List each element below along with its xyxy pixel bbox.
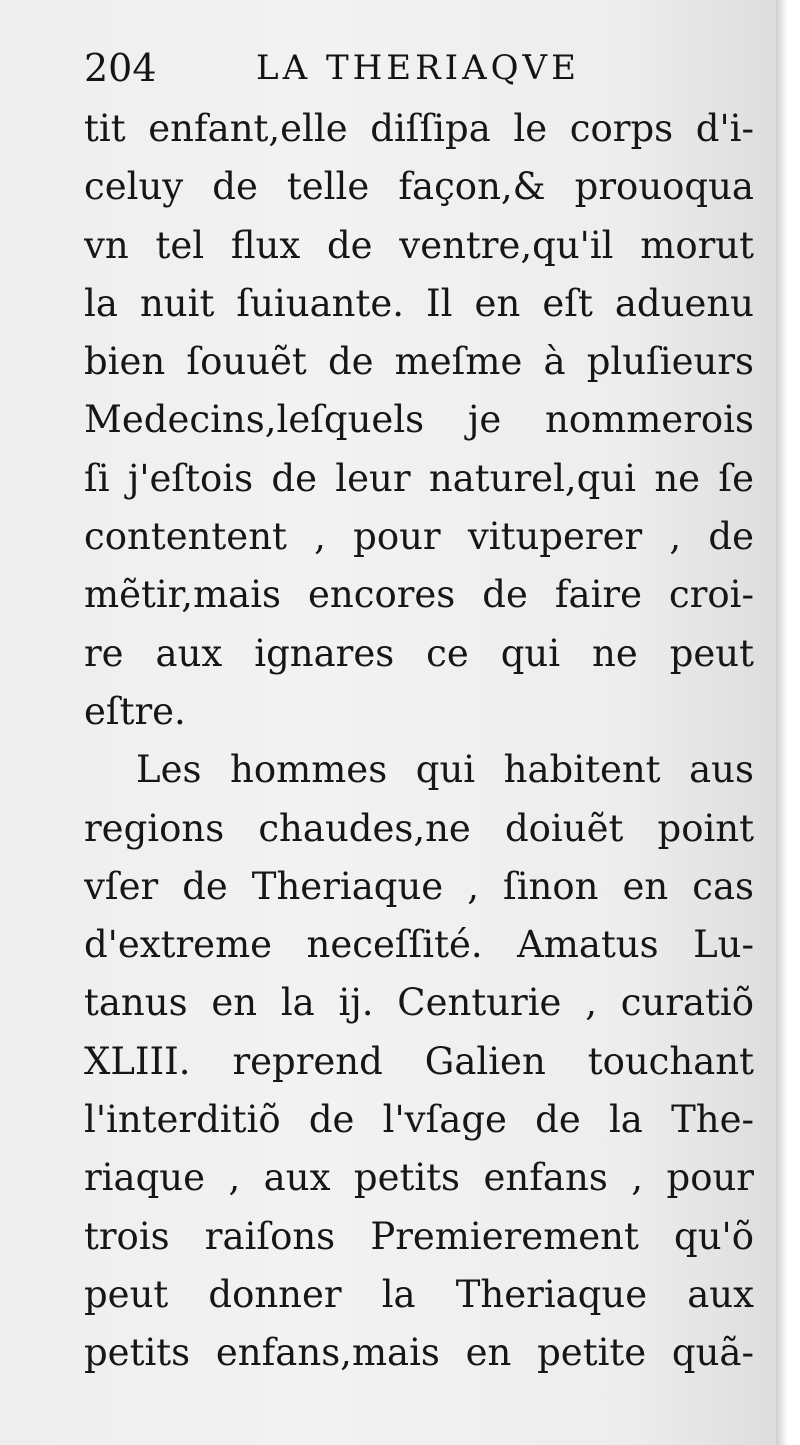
text-line: celuy de telle façon,& prouoqua xyxy=(84,165,754,209)
text-line: Medecins,leſquels je nommerois xyxy=(84,398,754,442)
text-line: contentent , pour vituperer , de xyxy=(84,515,754,559)
text-line: peut donner la Theriaque aux xyxy=(84,1272,754,1316)
paragraph-end-line: eſtre. xyxy=(84,689,186,733)
text-line: d'extreme neceſſité. Amatus Lu- xyxy=(84,923,754,967)
text-line: vn tel flux de ventre,qu'il morut xyxy=(84,223,754,267)
page-number: 204 xyxy=(84,46,157,90)
text-line: la nuit ſuiuante. Il en eſt aduenu xyxy=(84,281,754,325)
text-line: regions chaudes,ne doiuẽt point xyxy=(84,806,754,850)
running-title: LA THERIAQVE xyxy=(256,48,580,88)
text-line: bien ſouuẽt de meſme à pluſieurs xyxy=(84,340,754,384)
text-line: ſi j'eſtois de leur naturel,qui ne ſe xyxy=(84,456,754,500)
text-line: l'interditiõ de l'vſage de la The- xyxy=(84,1098,754,1142)
page-header xyxy=(84,40,724,96)
paragraph-start-line: Les hommes qui habitent aus xyxy=(136,748,754,792)
text-line: mẽtir,mais encores de faire croi- xyxy=(84,573,754,617)
text-line: vſer de Theriaque , ſinon en cas xyxy=(84,864,754,908)
page-edge xyxy=(776,0,788,1445)
text-line: trois raiſons Premierement qu'õ xyxy=(84,1214,754,1258)
text-line: re aux ignares ce qui ne peut xyxy=(84,631,754,675)
text-line: tanus en la ij. Centurie , curatiõ xyxy=(84,981,754,1025)
text-line: petits enfans,mais en petite quã- xyxy=(84,1331,754,1375)
body-text xyxy=(84,100,754,1383)
text-line: XLIII. reprend Galien touchant xyxy=(84,1039,754,1083)
text-line: tit enfant,elle diſſipa le corps d'i- xyxy=(84,107,754,150)
text-line: riaque , aux petits enfans , pour xyxy=(84,1156,754,1200)
